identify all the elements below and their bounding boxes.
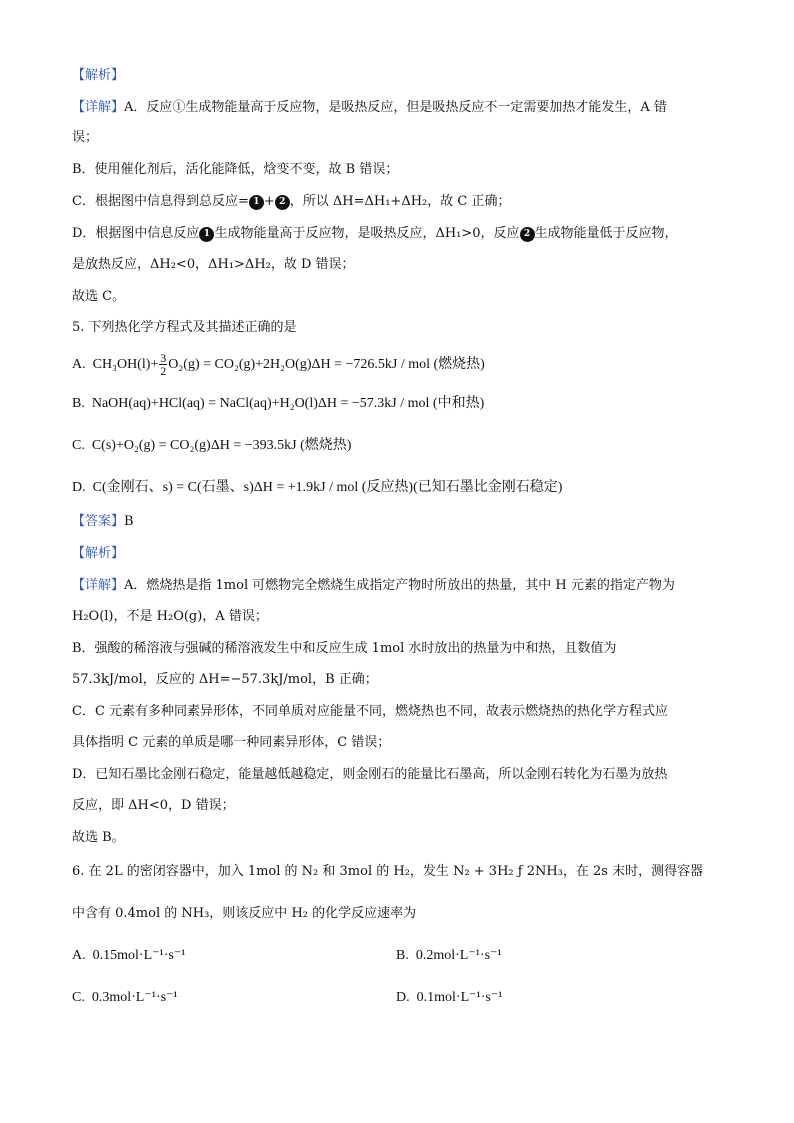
- detail-text: B．使用催化剂后，活化能降低，焓变不变，故 B 错误；: [72, 162, 399, 177]
- question-6-stem: [72, 862, 734, 882]
- detail-line: [72, 192, 734, 212]
- option-text: 0.3mol·L⁻¹·s⁻¹: [91, 990, 178, 1005]
- analysis-label: 【解析】: [72, 546, 125, 561]
- detail-text: A．反应①生成物能量高于反应物，是吸热反应，但是吸热反应不一定需要加热才能发生，A 错: [124, 100, 667, 115]
- answer-value: B: [124, 514, 134, 529]
- detail-line: [72, 670, 734, 690]
- q5-option-a: [72, 352, 734, 378]
- q6-option-c: [72, 990, 178, 1005]
- detail-label: 【详解】: [72, 578, 125, 593]
- detail-text: D．根据图中信息反应: [72, 226, 200, 241]
- question-text: 5. 下列热化学方程式及其描述正确的是: [72, 320, 297, 335]
- option-label: D.: [396, 990, 410, 1005]
- detail-line: [72, 128, 734, 148]
- detail-text: ，所以 ΔH=ΔH₁+ΔH₂，故 C 正确；: [289, 194, 511, 209]
- detail-text: 生成物能量高于反应物，是吸热反应，ΔH₁>0，反应: [214, 226, 520, 241]
- option-label: C.: [72, 438, 85, 453]
- detail-text: 误；: [72, 130, 99, 145]
- option-text: 0.2mol·L⁻¹·s⁻¹: [415, 948, 502, 963]
- circled-number-2: 2: [520, 227, 535, 242]
- detail-text: H₂O(l)，不是 H₂O(g)，A 错误；: [72, 609, 268, 624]
- question-5-stem: [72, 318, 734, 338]
- detail-line: [72, 702, 734, 722]
- circled-number-1: 1: [249, 195, 264, 210]
- q6-option-a: [72, 948, 185, 963]
- detail-text: 57.3kJ/mol，反应的 ΔH=−57.3kJ/mol，B 正确；: [72, 672, 378, 687]
- q6-options-row-2: [72, 988, 734, 1008]
- detail-text: 是放热反应，ΔH₂<0，ΔH₁>ΔH₂，故 D 错误；: [72, 257, 355, 272]
- option-label: A.: [72, 357, 86, 372]
- fraction: [159, 352, 167, 377]
- option-label: B.: [72, 396, 85, 411]
- conclusion-line: [72, 828, 734, 848]
- detail-text: 生成物能量低于反应物，: [534, 226, 678, 241]
- fraction-denominator: 2: [160, 364, 167, 379]
- circled-number-1: 1: [199, 227, 214, 242]
- detail-text: D．已知石墨比金刚石稳定，能量越低越稳定，则金刚石的能量比石墨高，所以金刚石转化为石墨为放热: [72, 767, 668, 782]
- detail-line: [72, 607, 734, 627]
- analysis-heading: [72, 66, 734, 86]
- option-label: D.: [72, 480, 86, 495]
- question-6-stem: [72, 904, 734, 924]
- q5-option-c: [72, 436, 734, 456]
- detail-text: C．根据图中信息得到总反应=: [72, 194, 249, 209]
- conclusion-text: 故选 B。: [72, 830, 125, 845]
- detail-text: 具体指明 C 元素的单质是哪一种同素异形体，C 错误；: [72, 735, 391, 750]
- detail-label: 【详解】: [72, 100, 125, 115]
- q6-options-row-1: [72, 946, 734, 966]
- option-text: 0.1mol·L⁻¹·s⁻¹: [416, 990, 503, 1005]
- detail-text: B．强酸的稀溶液与强碱的稀溶液发生中和反应生成 1mol 水时放出的热量为中和热，且数值为: [72, 641, 617, 656]
- detail-text: 反应，即 ΔH<0，D 错误；: [72, 798, 235, 813]
- option-text: O₂(g) = CO₂(g)+2H₂O(g)ΔH = −726.5kJ / mol (燃烧热): [168, 357, 485, 372]
- circled-number-2: 2: [275, 195, 290, 210]
- detail-line: [72, 98, 734, 118]
- detail-line: [72, 160, 734, 180]
- detail-line: [72, 765, 734, 785]
- option-label: A.: [72, 948, 86, 963]
- conclusion-line: [72, 287, 734, 307]
- q5-option-d: [72, 478, 734, 498]
- q5-option-b: [72, 394, 734, 414]
- detail-line: [72, 576, 734, 596]
- analysis-heading: [72, 544, 734, 564]
- analysis-label: 【解析】: [72, 68, 125, 83]
- detail-line: [72, 733, 734, 753]
- q6-option-d: [396, 988, 502, 1008]
- answer-label: 【答案】: [72, 514, 125, 529]
- fraction-numerator: 3: [160, 351, 167, 366]
- question-text: 6. 在 2L 的密闭容器中，加入 1mol 的 N₂ 和 3mol 的 H₂，发生 N₂ + 3H₂ ƒ 2NH₃，在 2s 末时，测得容器: [72, 864, 704, 879]
- detail-line: [72, 224, 734, 244]
- question-text: 中含有 0.4mol 的 NH₃，则该反应中 H₂ 的化学反应速率为: [72, 906, 417, 921]
- detail-line: [72, 796, 734, 816]
- detail-text: C．C 元素有多种同素异形体，不同单质对应能量不同，燃烧热也不同，故表示燃烧热的热化学方程式应: [72, 704, 669, 719]
- detail-line: [72, 255, 734, 275]
- option-text: 0.15mol·L⁻¹·s⁻¹: [92, 948, 186, 963]
- plus-sign: +: [263, 194, 275, 209]
- conclusion-text: 故选 C。: [72, 289, 126, 304]
- option-text: C(金刚石、s) = C(石墨、s)ΔH = +1.9kJ / mol (反应热)(已知石墨比金刚石稳定): [92, 480, 563, 495]
- detail-line: [72, 639, 734, 659]
- option-text: C(s)+O₂(g) = CO₂(g)ΔH = −393.5kJ (燃烧热): [91, 438, 352, 453]
- option-text: CH₃OH(l)+: [92, 357, 159, 372]
- option-label: B.: [396, 948, 409, 963]
- option-label: C.: [72, 990, 85, 1005]
- option-text: NaOH(aq)+HCl(aq) = NaCl(aq)+H₂O(l)ΔH = −57.3kJ / mol (中和热): [91, 396, 485, 411]
- q6-option-b: [396, 946, 502, 966]
- answer-line: [72, 512, 734, 532]
- detail-text: A．燃烧热是指 1mol 可燃物完全燃烧生成指定产物时所放出的热量，其中 H 元素的指定产物为: [124, 578, 675, 593]
